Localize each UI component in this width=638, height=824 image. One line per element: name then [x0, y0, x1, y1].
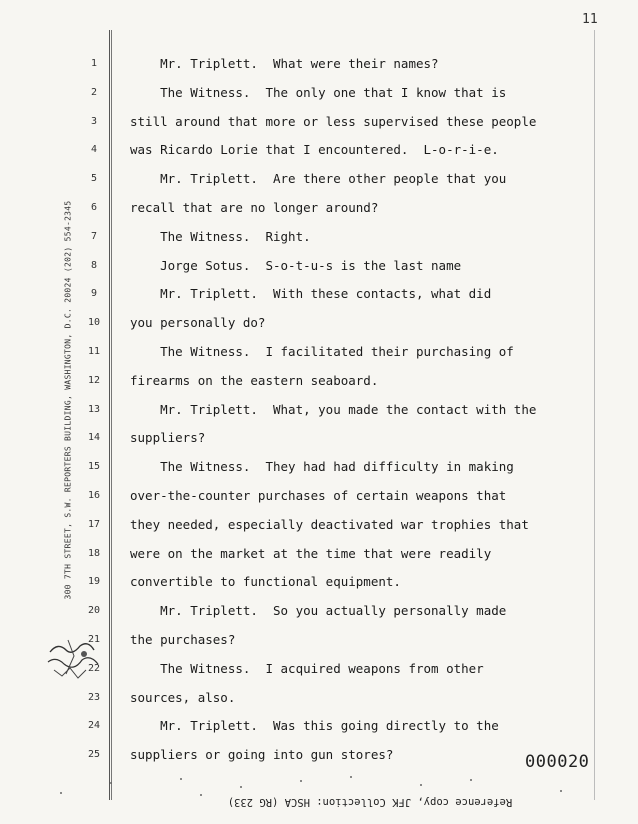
transcript-line: firearms on the eastern seaboard.: [130, 372, 379, 388]
page-number: 11: [582, 12, 598, 27]
line-number: 2: [90, 86, 98, 98]
transcript-line: they needed, especially deactivated war trophies that: [130, 516, 529, 532]
line-number: 17: [87, 518, 101, 530]
line-number: 8: [90, 259, 98, 271]
transcript-line: The Witness. Right.: [130, 228, 311, 244]
transcript-line: sources, also.: [130, 689, 236, 705]
right-margin-rule: [594, 30, 595, 800]
line-number: 7: [90, 230, 98, 242]
transcript-line: The Witness. They had had difficulty in making: [130, 459, 514, 475]
transcript-line: Mr. Triplett. What, you made the contact with the: [130, 401, 537, 417]
transcript-line: The Witness. I acquired weapons from other: [130, 660, 484, 676]
transcript-line: Mr. Triplett. Was this going directly to the: [130, 718, 499, 734]
line-number: 6: [90, 202, 98, 213]
transcript-line: Mr. Triplett. With these contacts, what did: [130, 286, 492, 302]
line-number: 14: [87, 432, 101, 444]
line-number: 24: [87, 720, 101, 732]
transcript-line: Jorge Sotus. S-o-t-u-s is the last name: [130, 257, 462, 273]
transcript-line: the purchases?: [130, 632, 236, 647]
line-number: 22: [87, 662, 101, 674]
line-number: 13: [87, 403, 101, 415]
transcript-line: The Witness. I facilitated their purchasing of: [130, 344, 514, 359]
reference-stamp: Reference copy, JFK Collection: HSCA (RG 233): [227, 796, 513, 808]
transcript-line: over-the-counter purchases of certain weapons that: [130, 488, 507, 503]
transcript-line: recall that are no longer around?: [130, 200, 379, 215]
transcript-line: suppliers?: [130, 430, 206, 446]
transcript-line: convertible to functional equipment.: [130, 574, 401, 590]
line-number: 5: [90, 173, 98, 185]
line-number: 1: [90, 58, 98, 69]
reporter-address: 300 7TH STREET, S.W. REPORTERS BUILDING, WASHINGTON, D.C. 20024 (202) 554-2345: [63, 200, 73, 600]
line-number: 3: [90, 115, 98, 127]
left-margin-rule: [109, 30, 112, 800]
line-number: 16: [87, 490, 101, 501]
transcript-line: Mr. Triplett. Are there other people that you: [130, 171, 507, 187]
line-number: 19: [87, 576, 101, 588]
line-number: 4: [90, 144, 98, 156]
transcript-line: was Ricardo Lorie that I encountered. L-o-r-i-e.: [130, 142, 499, 158]
transcript-line: The Witness. The only one that I know that is: [130, 84, 507, 100]
transcript-line: still around that more or less supervised these people: [130, 113, 537, 129]
document-id: 000020: [525, 752, 590, 772]
line-number: 9: [90, 288, 98, 300]
line-number: 23: [87, 691, 101, 703]
line-number: 11: [87, 346, 101, 357]
transcript-line: suppliers or going into gun stores?: [130, 747, 394, 763]
line-number: 21: [87, 634, 101, 645]
transcript-line: you personally do?: [130, 315, 266, 331]
transcript-line: Mr. Triplett. So you actually personally made: [130, 603, 507, 619]
line-number: 12: [87, 374, 101, 386]
line-number: 15: [87, 461, 101, 473]
handwritten-mark-icon: [44, 634, 102, 684]
line-number: 25: [87, 749, 101, 761]
line-number: 10: [87, 317, 101, 329]
line-number: 20: [87, 605, 101, 617]
transcript-line: were on the market at the time that were readily: [130, 545, 492, 561]
line-number: 18: [87, 547, 101, 559]
transcript-line: Mr. Triplett. What were their names?: [130, 56, 439, 71]
